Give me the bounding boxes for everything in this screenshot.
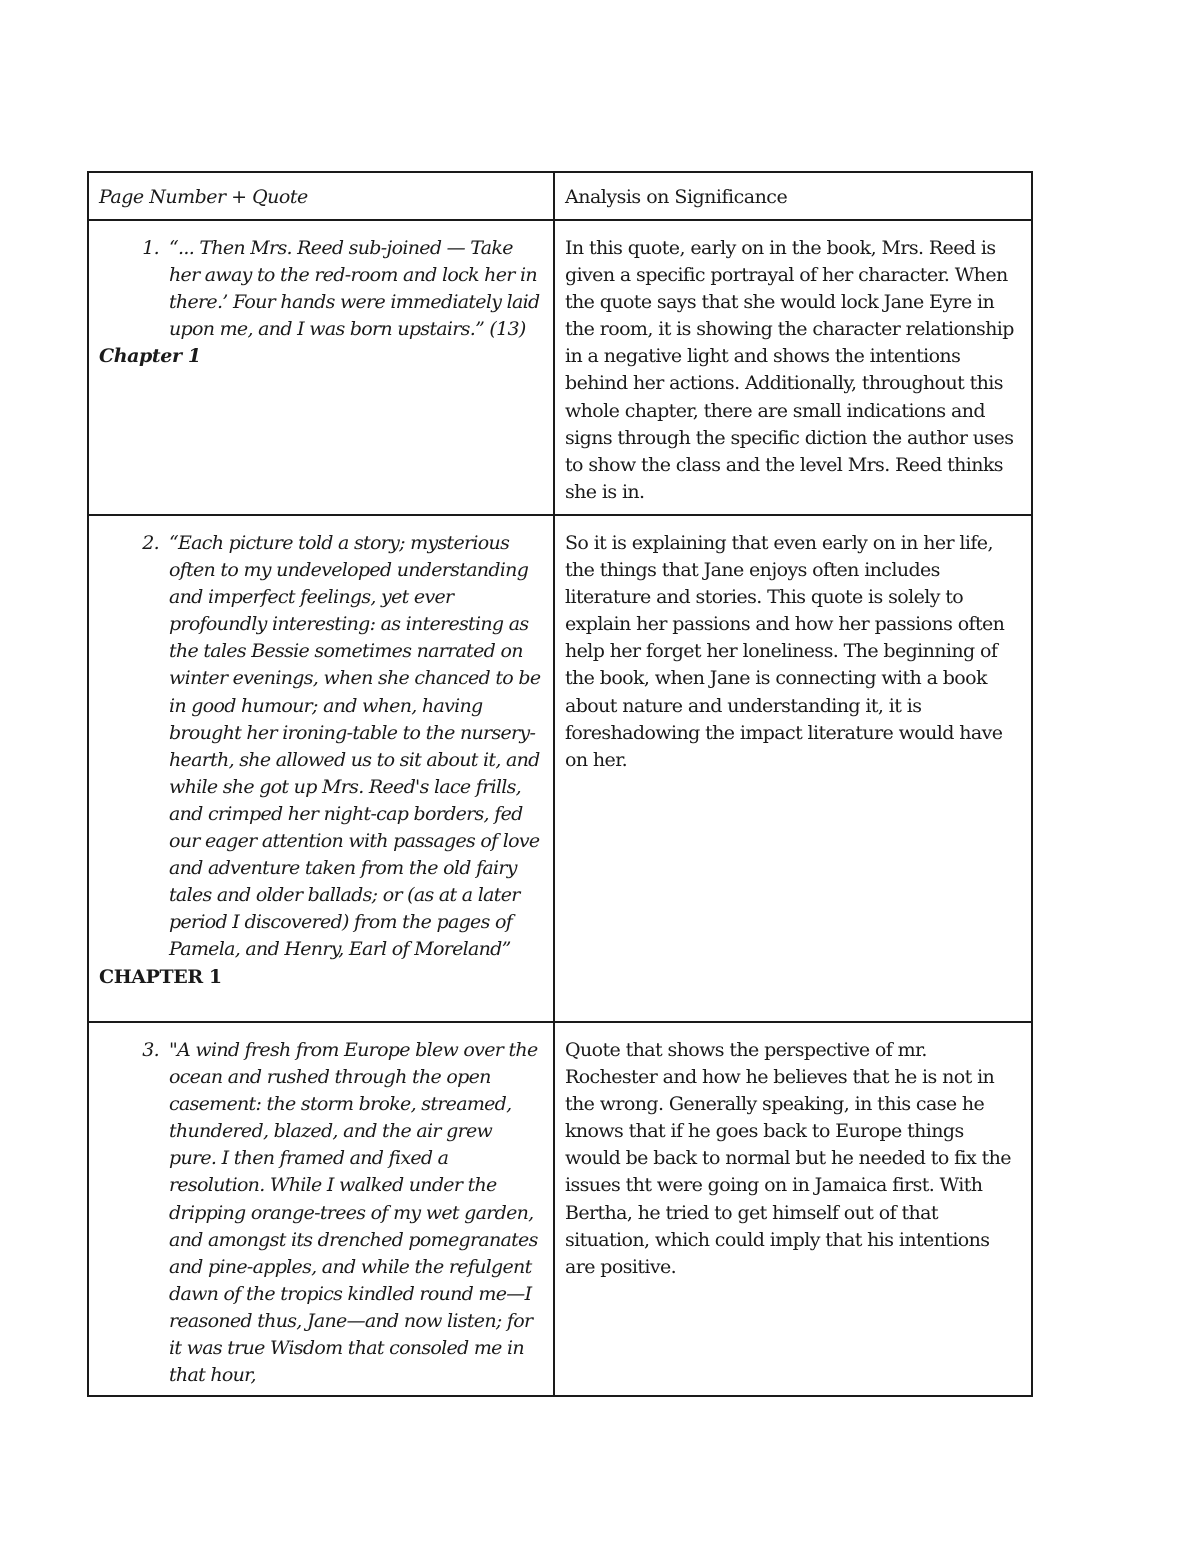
quote-number: 2.	[142, 532, 159, 554]
quote-list-item	[99, 1037, 543, 1389]
table-header-row	[88, 172, 1032, 220]
analysis-text: In this quote, early on in the book, Mrs. Reed is given a specific portrayal of her character. When the quote says that she would lock Jane Eyre in the room, it is showing the character relationship in a negative light and shows the intentions behind her actions. Additionally, throughout this whole chapter, there are small indications and signs through the specific diction the author uses to show the class and the level Mrs. Reed thinks she is in.	[554, 220, 1032, 515]
quote-chapter: Chapter 1	[99, 345, 201, 368]
quote-number: 1.	[142, 237, 159, 259]
quote-cell	[88, 220, 554, 515]
quote-cell	[88, 1022, 554, 1396]
table-row	[88, 515, 1032, 1022]
header-analysis: Analysis on Significance	[554, 172, 1032, 220]
analysis-text: Quote that shows the perspective of mr. Rochester and how he believes that he is not in the wrong. Generally speaking, in this case he knows that if he goes back to Europe things would be back to normal but he needed to fix the issues tht were going on in Jamaica first. With Bertha, he tried to get himself out of that situation, which could imply that his intentions are positive.	[554, 1022, 1032, 1396]
quote-cell	[88, 515, 554, 1022]
table-row	[88, 1022, 1032, 1396]
quote-analysis-table	[87, 171, 1033, 1397]
table-row	[88, 220, 1032, 515]
quote-list-item	[99, 530, 543, 964]
quote-text: "A wind fresh from Europe blew over the ocean and rushed through the open casement: the storm broke, streamed, thundered, blazed, and the air grew pure. I then framed and fixed a resolution. While I walked under the dripping orange-trees of my wet garden, and amongst its drenched pomegranates and pine-apples, and while the refulgent dawn of the tropics kindled round me—I reasoned thus, Jane—and now listen; for it was true Wisdom that consoled me in that hour,	[169, 1039, 538, 1387]
header-quote: Page Number + Quote	[88, 172, 554, 220]
quote-list-item	[99, 235, 543, 343]
quote-chapter: CHAPTER 1	[99, 965, 222, 988]
quote-text: “Each picture told a story; mysterious often to my undeveloped understanding and imperfect feelings, yet ever profoundly interesting: as interesting as the tales Bessie sometimes narrated on winter evenings, when she chanced to be in good humour; and when, having brought her ironing-table to the nursery-hearth, she allowed us to sit about it, and while she got up Mrs. Reed's lace frills, and crimped her night-cap borders, fed our eager attention with passages of love and adventure taken from the old fairy tales and older ballads; or (as at a later period I discovered) from the pages of Pamela, and Henry, Earl of Moreland”	[169, 532, 541, 961]
quote-number: 3.	[142, 1039, 159, 1061]
quote-text: “... Then Mrs. Reed sub-joined — Take her away to the red-room and lock her in there.’ Four hands were immediately laid upon me, and I was born upstairs.” (13)	[169, 237, 540, 341]
analysis-text: So it is explaining that even early on in her life, the things that Jane enjoys often includes literature and stories. This quote is solely to explain her passions and how her passions often help her forget her loneliness. The beginning of the book, when Jane is connecting with a book about nature and understanding it, it is foreshadowing the impact literature would have on her.	[554, 515, 1032, 1022]
